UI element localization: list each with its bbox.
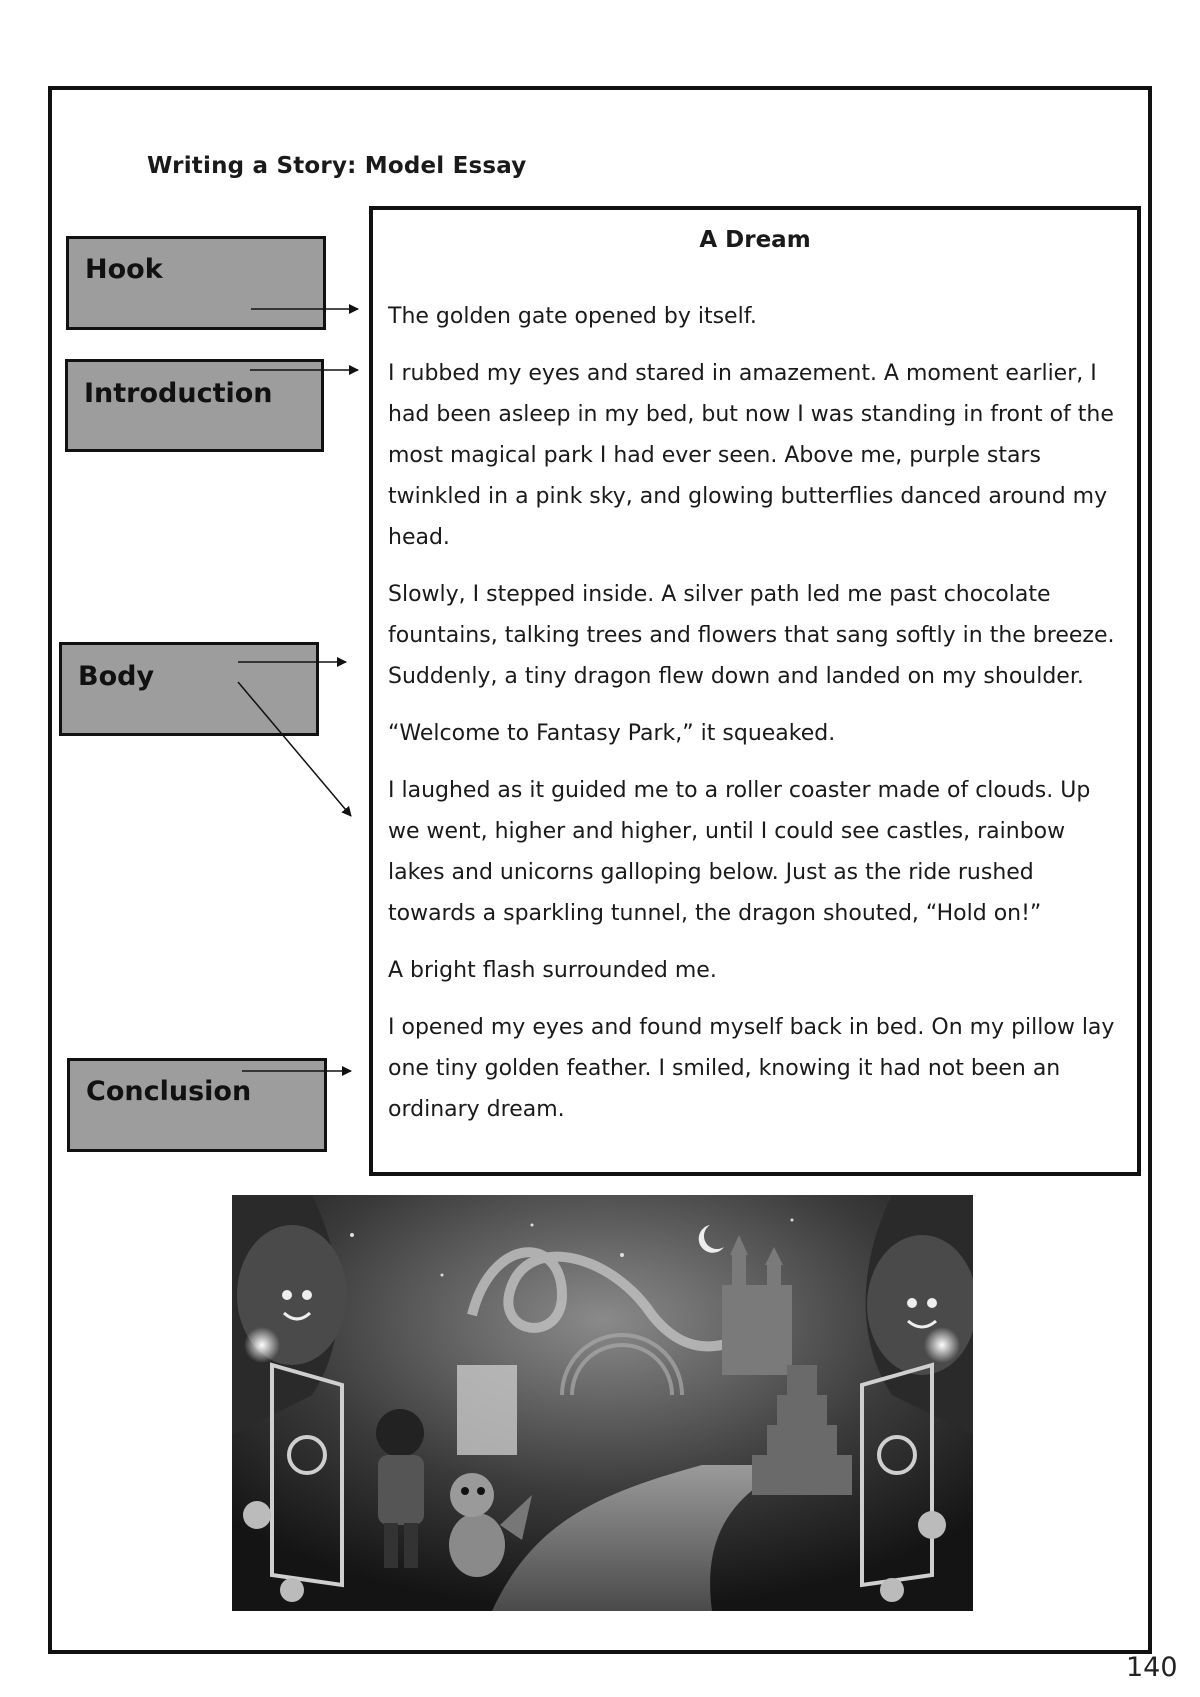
essay-paragraph-body-2: “Welcome to Fantasy Park,” it squeaked. bbox=[388, 721, 836, 746]
introduction-label: Introduction bbox=[84, 378, 273, 409]
fantasy-park-illustration bbox=[232, 1195, 973, 1611]
page-number: 140 bbox=[1126, 1652, 1178, 1683]
conclusion-label: Conclusion bbox=[86, 1076, 252, 1107]
essay-paragraph-body-1: Slowly, I stepped inside. A silver path led me past chocolate fountains, talking trees and flowers that sang softly in the breeze. Suddenly, a tiny dragon flew down and landed on my shoulder. bbox=[388, 582, 1115, 689]
page-heading: Writing a Story: Model Essay bbox=[147, 153, 527, 179]
essay-box bbox=[369, 206, 1141, 1176]
essay-paragraph-hook: The golden gate opened by itself. bbox=[388, 304, 757, 329]
hook-label: Hook bbox=[85, 254, 163, 285]
body-arrow-lower bbox=[238, 682, 351, 816]
essay-body bbox=[388, 296, 1127, 1146]
essay-paragraph-body-3: I laughed as it guided me to a roller coaster made of clouds. Up we went, higher and higher, until I could see castles, rainbow lakes and unicorns galloping below. Just as the ride rushed towards a sparkling tunnel, the dragon shouted, “Hold on!” bbox=[388, 778, 1091, 926]
essay-paragraph-body-4: A bright flash surrounded me. bbox=[388, 958, 717, 983]
essay-paragraph-introduction: I rubbed my eyes and stared in amazement. A moment earlier, I had been asleep in my bed, but now I was standing in front of the most magical park I had ever seen. Above me, purple stars twinkled in a pink sky, and glowing butterflies danced around my head. bbox=[388, 361, 1114, 550]
essay-paragraph-conclusion: I opened my eyes and found myself back in bed. On my pillow lay one tiny golden feather. I smiled, knowing it had not been an ordinary dream. bbox=[388, 1015, 1115, 1122]
essay-title: A Dream bbox=[699, 227, 811, 253]
fantasy-park-scene bbox=[232, 1195, 973, 1611]
waterfall bbox=[457, 1365, 517, 1455]
body-label: Body bbox=[78, 661, 155, 692]
